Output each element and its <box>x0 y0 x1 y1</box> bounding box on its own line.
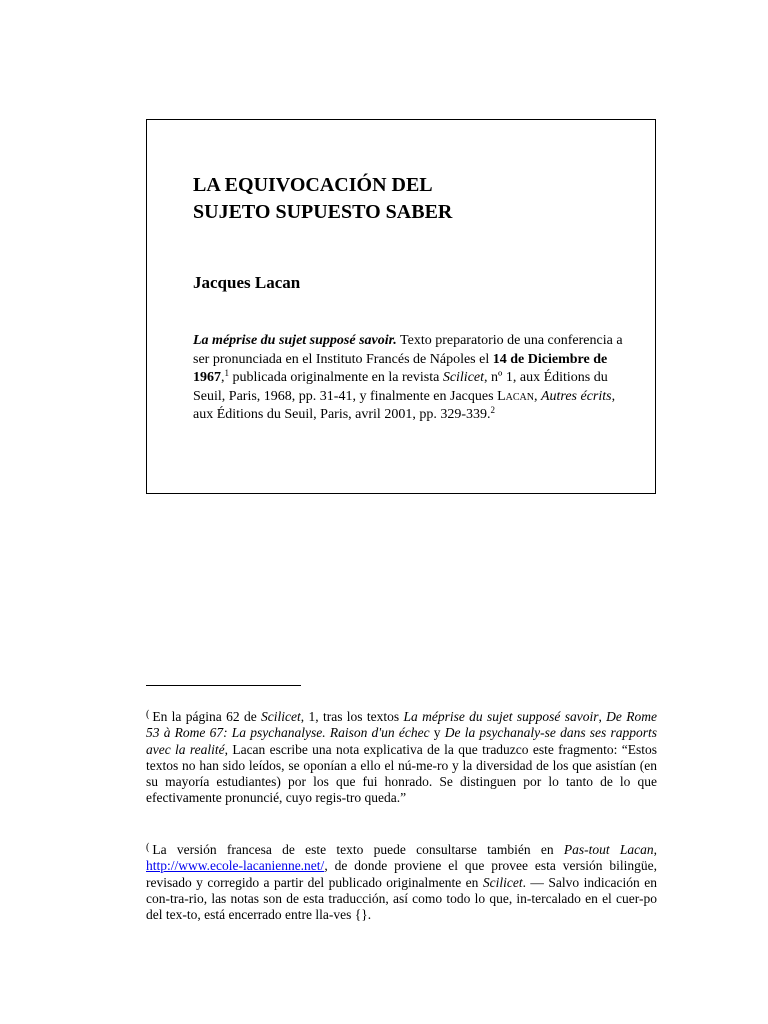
ecole-lacanienne-link[interactable]: http://www.ecole-lacanienne.net/ <box>146 858 325 874</box>
title-box <box>146 119 656 494</box>
original-title: La méprise du sujet supposé savoir. <box>193 333 397 348</box>
title-line-1: LA EQUIVOCACIÓN DEL <box>193 174 433 196</box>
description-paragraph: La méprise du sujet supposé savoir. Texto preparatorio de una conferencia a ser pronunciada en el Instituto Francés de Nápoles el 14 de Diciembre de 1967,$^1$ publicada originalmente en la revista Scilicet, nº 1, aux Éditions du Seuil, Paris, 1968, pp. 31-41, y finalmente en Jacques Lacan, Autres écrits, aux Éditions du Seuil, Paris, avril 2001, pp. 329-339.$^2$ <box>193 333 623 422</box>
document-title <box>193 172 633 226</box>
footnote-ref-2[interactable]: 2 <box>490 405 495 415</box>
footnote-2: ( La versión francesa de este texto puede consultarse también en Pas-tout Lacan, http://www.ecole-lacanienne.net/, de donde proviene el que provee esta versión bilingüe, revisado y corregido a partir del publicado originalmente en Scilicet. — Salvo indicación en con-tra-rio, las notas son de esta traducción, así como todo lo que, in-tercalado en el cuer-po del tex-to, está encerrado entre lla-ves {}. <box>146 842 657 923</box>
footnote-separator <box>146 685 301 686</box>
book-title: Autres écrits <box>540 388 612 404</box>
footnote-ref-1[interactable]: 1 <box>224 368 229 378</box>
author-smallcaps: Lacan <box>497 388 534 404</box>
footnote-2-mark: ( <box>146 842 150 853</box>
author-name: Jacques Lacan <box>193 273 301 292</box>
conference-date: 14 de Diciembre de 1967 <box>193 351 608 385</box>
journal-name: Scilicet <box>442 370 485 385</box>
footnote-1-mark: ( <box>146 709 150 720</box>
title-line-2: SUJETO SUPUESTO SABER <box>193 201 453 223</box>
footnote-1: ( En la página 62 de Scilicet, 1, tras los textos La méprise du sujet supposé savoir, De Rome 53 à Rome 67: La psychanalyse. Raison d'un échec y De la psychanaly-se dans ses rapports avec la realité, Lacan escribe una nota explicativa de la que traduzco este fragmento: “Estos textos no han sido leídos, se oponían a ello el nú-me-ro y la diversidad de los que asistían (en su mayoría estudiantes) por los que fui honrado. Se distinguen por lo tanto de lo que efectivamente pronuncié, cuyo regis-tro queda.” <box>146 709 658 806</box>
